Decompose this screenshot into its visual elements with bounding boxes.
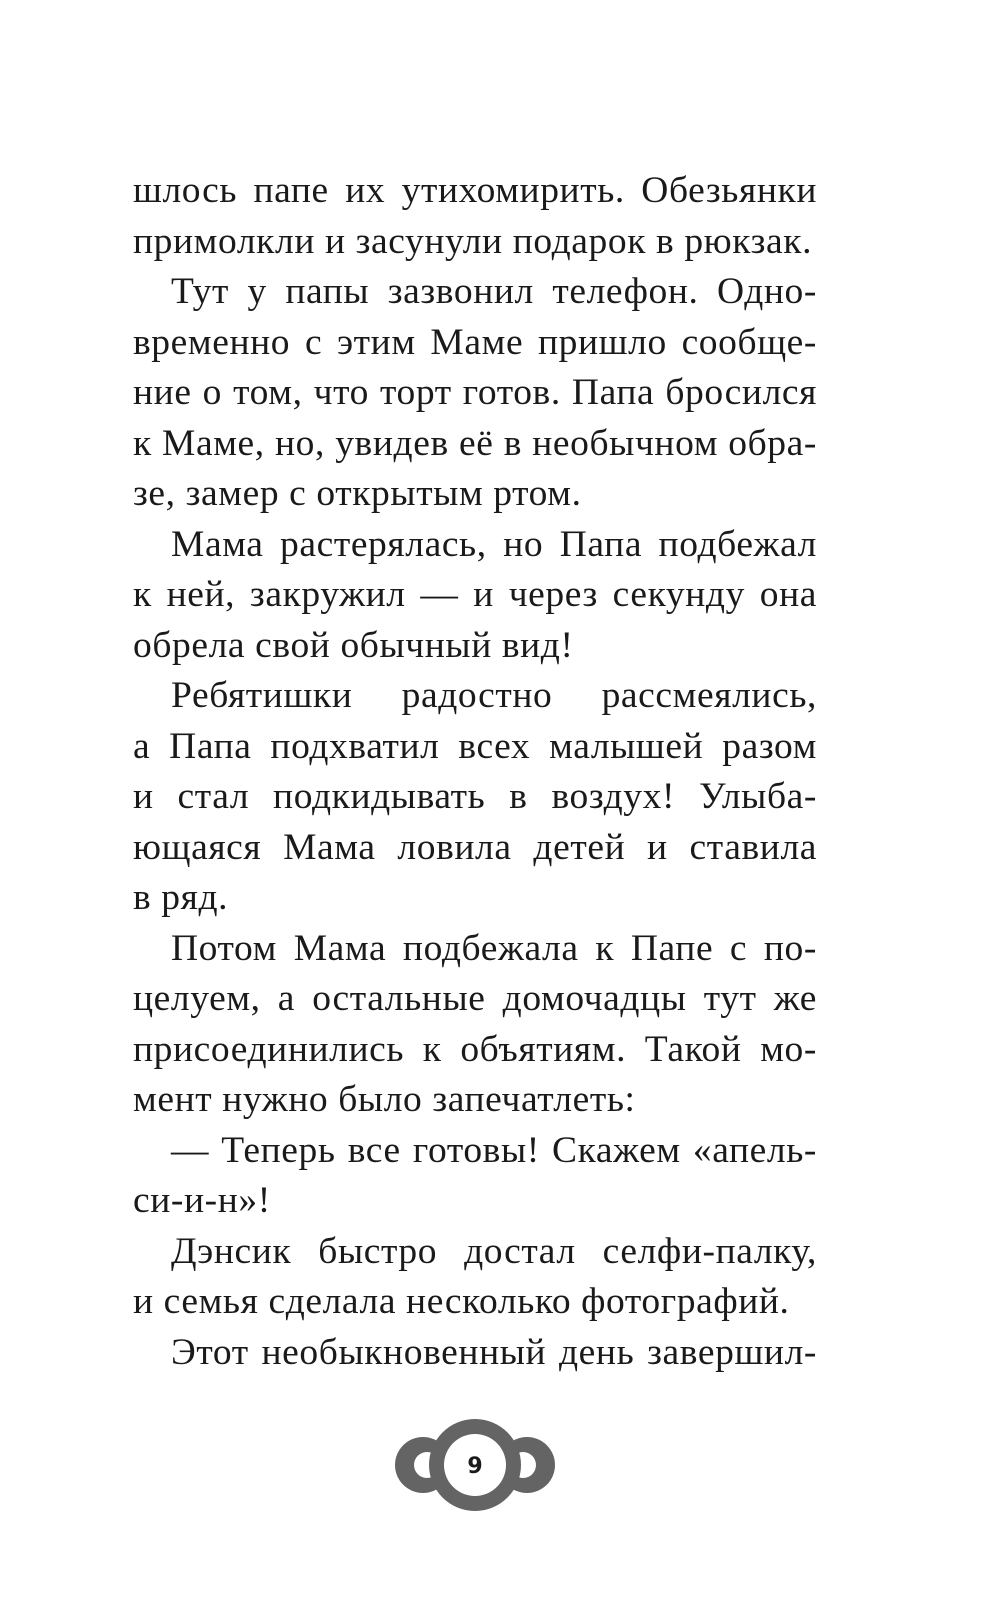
text-line: к ней, закружил — и через секунду она <box>133 574 817 615</box>
text-line: в ряд. <box>133 877 229 918</box>
text-line: обрела свой обычный вид! <box>133 624 574 666</box>
text-line: Потом Мама подбежала к Папе с по- <box>171 927 817 969</box>
text-line: а Папа подхватил всех малышей разом <box>133 725 817 767</box>
text-line: мент нужно было запечатлеть: <box>133 1079 636 1120</box>
page-number-badge <box>395 1419 555 1511</box>
text-line: и стал подкидывать в воздух! Улыба- <box>133 776 817 817</box>
text-line: Дэнсик быстро достал селфи-палку, <box>171 1230 817 1272</box>
text-line: зе, замер с открытым ртом. <box>133 473 582 514</box>
text-line: ние о том, что торт готов. Папа бросился <box>133 372 817 413</box>
body-text <box>133 166 817 1378</box>
text-line: Ребятишки радостно рассмеялись, <box>171 675 817 716</box>
text-line: к Маме, но, увидев её в необычном обра- <box>133 422 817 464</box>
text-line: примолкли и засунули подарок в рюкзак. <box>133 220 813 262</box>
text-line: ющаяся Мама ловила детей и ставила <box>133 826 817 868</box>
text-line: и семья сделала несколько фотографий. <box>133 1281 790 1322</box>
text-line: Этот необыкновенный день завершил- <box>171 1331 817 1373</box>
text-line: присоединились к объятиям. Такой мо- <box>133 1028 817 1070</box>
text-line: Тут у папы зазвонил телефон. Одно- <box>171 271 817 312</box>
text-line: си-и-н»! <box>133 1180 271 1221</box>
page-number-ornament <box>395 1419 555 1511</box>
text-line: — Теперь все готовы! Скажем «апель- <box>171 1129 817 1171</box>
text-line: шлось папе их утихомирить. Обезьянки <box>133 170 817 211</box>
page-number: 9 <box>467 1454 483 1479</box>
text-line: Мама растерялась, но Папа подбежал <box>171 523 817 565</box>
text-line: временно с этим Маме пришло сообще- <box>133 321 817 363</box>
text-line: целуем, а остальные домочадцы тут же <box>133 978 817 1019</box>
